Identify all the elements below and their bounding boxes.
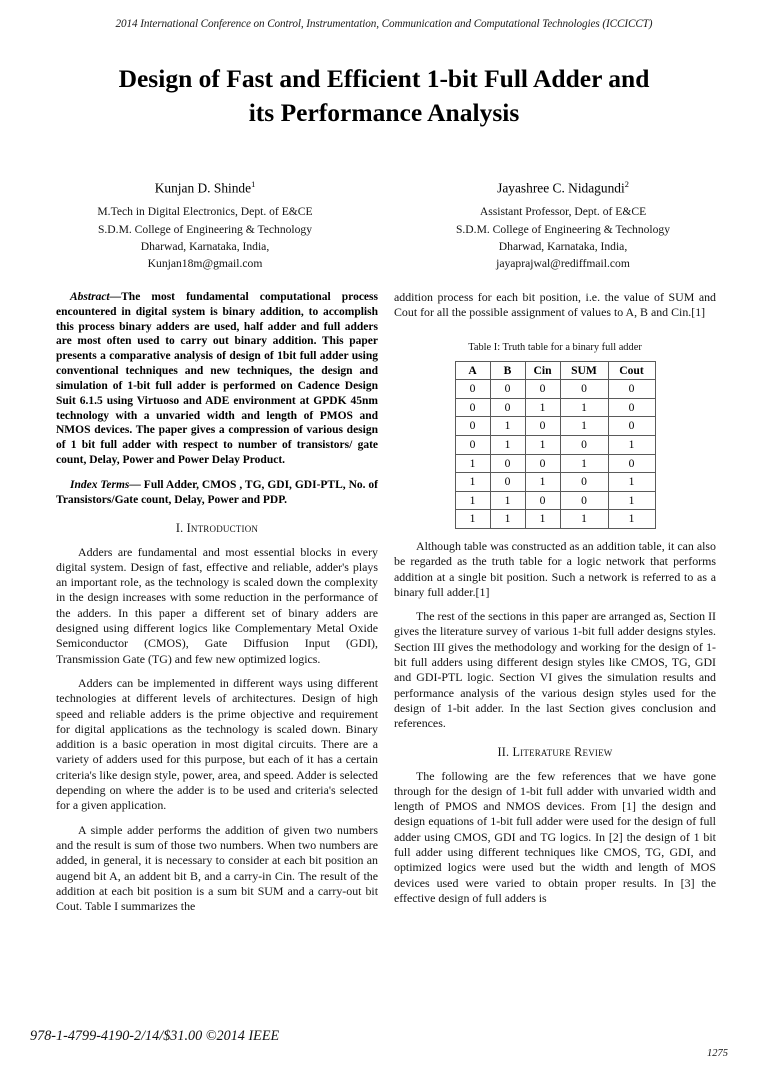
index-terms-paragraph xyxy=(56,478,378,508)
literature-paragraph-1: The following are the few references that we have gone through for the design of 1-bit full adder with unvaried width and length of PMOS and NMOS devices. From [1] the design and design equations of 1-bit full adder were used for the design of full adder using CMOS, GDI and TG logics. In [2] the design of 1 bit full adder using different techniques like CMOS, TG, GDI, and optimized logics were used but the width and length of MOS devices used were varied to obtain proper results. In [3] the effective design of full adders is xyxy=(394,768,716,905)
cell-cin: 1 xyxy=(525,473,560,492)
table-row xyxy=(455,454,655,473)
authors-block xyxy=(40,180,728,272)
author-1-affiliation-marker: 1 xyxy=(251,180,256,189)
author-1-name: Kunjan D. Shinde xyxy=(154,180,252,196)
cell-a: 0 xyxy=(455,398,490,417)
abstract-text: The most fundamental computational process encountered in digital system is binary addition, to accomplish this process binary adders are used, half adder and full adders are most often used to carry out binary addition. This paper presents a comparative analysis of design of 1bit full adder using conventional techniques and new techniques, the design and simulation of 1-bit full adder is performed on Cadence Design Suit 6.1.5 using Virtuoso and ADE environment at GPDK 45nm technology with a unvaried width and length of PMOS and NMOS devices. The paper gives a compression of various design of 1 bit full adder with respect to number of transistors/ gate count, Delay, Power and Power Delay Product. xyxy=(56,291,378,467)
heading-literature-review: II. Literature Review xyxy=(497,744,613,759)
cell-b: 0 xyxy=(490,380,525,399)
cell-a: 1 xyxy=(455,454,490,473)
cell-cout: 0 xyxy=(608,398,655,417)
truth-table-head xyxy=(455,361,655,380)
author-2-affiliation-2: S.D.M. College of Engineering & Technology xyxy=(455,222,671,236)
column-header-a: A xyxy=(455,361,490,380)
cell-b: 0 xyxy=(490,473,525,492)
heading-introduction: I. Introduction xyxy=(175,520,259,535)
cell-b: 1 xyxy=(490,417,525,436)
author-2-name: Jayashree C. Nidagundi xyxy=(497,180,625,196)
cell-sum: 1 xyxy=(560,417,608,436)
table-row xyxy=(455,380,655,399)
intro-paragraph-1: Adders are fundamental and most essential blocks in every digital system. Design of fast, effective and reliable, adder's plays an important role, as the technology is scaled down the complexity in the design increases with some reduction in the performance of the adders. In this paper a different set of binary adders are designed using different logics like Complementary Metal Oxide Semiconductor (CMOS), Gate Diffusion Input (GDI), Transmission Gate (TG) and few new optimized logics. xyxy=(56,544,378,666)
author-2-name-row xyxy=(398,180,728,196)
cell-sum: 0 xyxy=(560,473,608,492)
right-paragraph-2: The rest of the sections in this paper are arranged as, Section II gives the literature survey of various 1-bit full adder designs styles. Section III gives the methodology and working for the design of 1-bit full adders using different design styles like CMOS, TG, GDI and GDI-PTL logic. Section VI gives the simulation results and performance analysis of the various design styles used for the design of 1-bit adder. In the last Section gives conclusion and references. xyxy=(394,609,716,731)
left-column xyxy=(56,290,378,930)
page-title xyxy=(64,62,704,130)
cell-sum: 1 xyxy=(560,398,608,417)
author-2-email: jayaprajwal@rediffmail.com xyxy=(496,256,630,270)
cell-b: 0 xyxy=(490,398,525,417)
cell-a: 1 xyxy=(455,491,490,510)
author-1-email: Kunjan18m@gmail.com xyxy=(147,256,263,270)
cell-a: 1 xyxy=(455,473,490,492)
index-terms-text: Full Adder, CMOS , TG, GDI, GDI-PTL, No. of Transistors/Gate count, Delay, Power and PDP. xyxy=(56,478,378,506)
author-1-affiliation-2: S.D.M. College of Engineering & Technology xyxy=(97,222,313,236)
cell-a: 0 xyxy=(455,417,490,436)
cell-sum: 1 xyxy=(560,510,608,529)
table-row xyxy=(455,398,655,417)
truth-table-caption: Table I: Truth table for a binary full adder xyxy=(468,341,642,353)
cell-cin: 1 xyxy=(525,435,560,454)
column-header-cin: Cin xyxy=(525,361,560,380)
table-row xyxy=(455,491,655,510)
cell-cin: 1 xyxy=(525,510,560,529)
cell-cout: 0 xyxy=(608,380,655,399)
cell-sum: 0 xyxy=(560,435,608,454)
footer-isbn: 978-1-4799-4190-2/14/$31.00 ©2014 IEEE xyxy=(30,1028,280,1044)
intro-paragraph-3: A simple adder performs the addition of given two numbers and the result is sum of those two numbers. When two numbers are added, in general, it is necessary to consider at each bit position an augend bit A, an addent bit B, and a carry-in Cin. The result of the addition at each bit position is a sum bit SUM and a carry-out bit Cout. Table I summarizes the xyxy=(56,822,378,914)
cell-cin: 0 xyxy=(525,454,560,473)
running-header: 2014 International Conference on Control, Instrumentation, Communication and Computational Technologies (ICCICCT) xyxy=(115,18,653,30)
column-header-b: B xyxy=(490,361,525,380)
index-terms-label: Index Terms— xyxy=(70,478,141,491)
truth-table-body xyxy=(455,380,655,529)
right-paragraph-1: Although table was constructed as an addition table, it can also be regarded as the truth table for a logic network that performs addition at a single bit position. Such a network is referred to as a binary full adder.[1] xyxy=(394,538,716,599)
abstract-paragraph xyxy=(56,290,378,468)
cell-sum: 0 xyxy=(560,491,608,510)
right-continuation-paragraph: addition process for each bit position, i.e. the value of SUM and Cout for all the possible assignment of values to A, B and Cin.[1] xyxy=(394,290,716,320)
cell-b: 1 xyxy=(490,510,525,529)
cell-cin: 0 xyxy=(525,380,560,399)
cell-b: 1 xyxy=(490,435,525,454)
author-1-affiliation-1: M.Tech in Digital Electronics, Dept. of E&CE xyxy=(97,205,313,219)
cell-cout: 1 xyxy=(608,435,655,454)
cell-sum: 1 xyxy=(560,454,608,473)
cell-cout: 1 xyxy=(608,491,655,510)
table-row xyxy=(455,473,655,492)
cell-cout: 0 xyxy=(608,454,655,473)
right-column xyxy=(394,290,716,930)
abstract-label: Abstract— xyxy=(70,291,122,303)
cell-cout: 1 xyxy=(608,473,655,492)
cell-b: 1 xyxy=(490,491,525,510)
cell-cout: 0 xyxy=(608,417,655,436)
column-header-sum: SUM xyxy=(560,361,608,380)
cell-a: 0 xyxy=(455,435,490,454)
author-1-location: Dharwad, Karnataka, India, xyxy=(140,239,270,253)
author-1-name-row xyxy=(40,180,370,196)
title-line-1: Design of Fast and Efficient 1-bit Full Adder and xyxy=(118,64,650,93)
column-header-cout: Cout xyxy=(608,361,655,380)
cell-cin: 0 xyxy=(525,417,560,436)
footer-page-number: 1275 xyxy=(707,1048,728,1059)
author-2-affiliation-marker: 2 xyxy=(624,180,629,189)
cell-sum: 0 xyxy=(560,380,608,399)
cell-cout: 1 xyxy=(608,510,655,529)
cell-cin: 1 xyxy=(525,398,560,417)
intro-paragraph-2: Adders can be implemented in different ways using different technologies at different levels of architectures. Design of high speed and reliable adders is the prime objective and requirement for digital applications as the technology is scaled down. Binary addition is a basic operation in most digital circuits. There are a variety of adders used for this purpose, but each of it has a certain criteria's like design style, power, area, and speed. Adder is selected depending on where the adder is to be used and criteria's selected for a given application. xyxy=(56,675,378,813)
cell-a: 1 xyxy=(455,510,490,529)
author-2-affiliation-1: Assistant Professor, Dept. of E&CE xyxy=(479,205,647,219)
table-row xyxy=(455,510,655,529)
truth-table xyxy=(455,361,656,529)
body-columns xyxy=(56,290,716,930)
cell-cin: 0 xyxy=(525,491,560,510)
table-header-row xyxy=(455,361,655,380)
author-2 xyxy=(398,180,728,272)
table-row xyxy=(455,435,655,454)
title-line-2: its Performance Analysis xyxy=(248,97,520,127)
table-row xyxy=(455,417,655,436)
author-2-location: Dharwad, Karnataka, India, xyxy=(498,239,628,253)
cell-a: 0 xyxy=(455,380,490,399)
author-1 xyxy=(40,180,370,272)
truth-table-block xyxy=(394,330,716,539)
cell-b: 0 xyxy=(490,454,525,473)
